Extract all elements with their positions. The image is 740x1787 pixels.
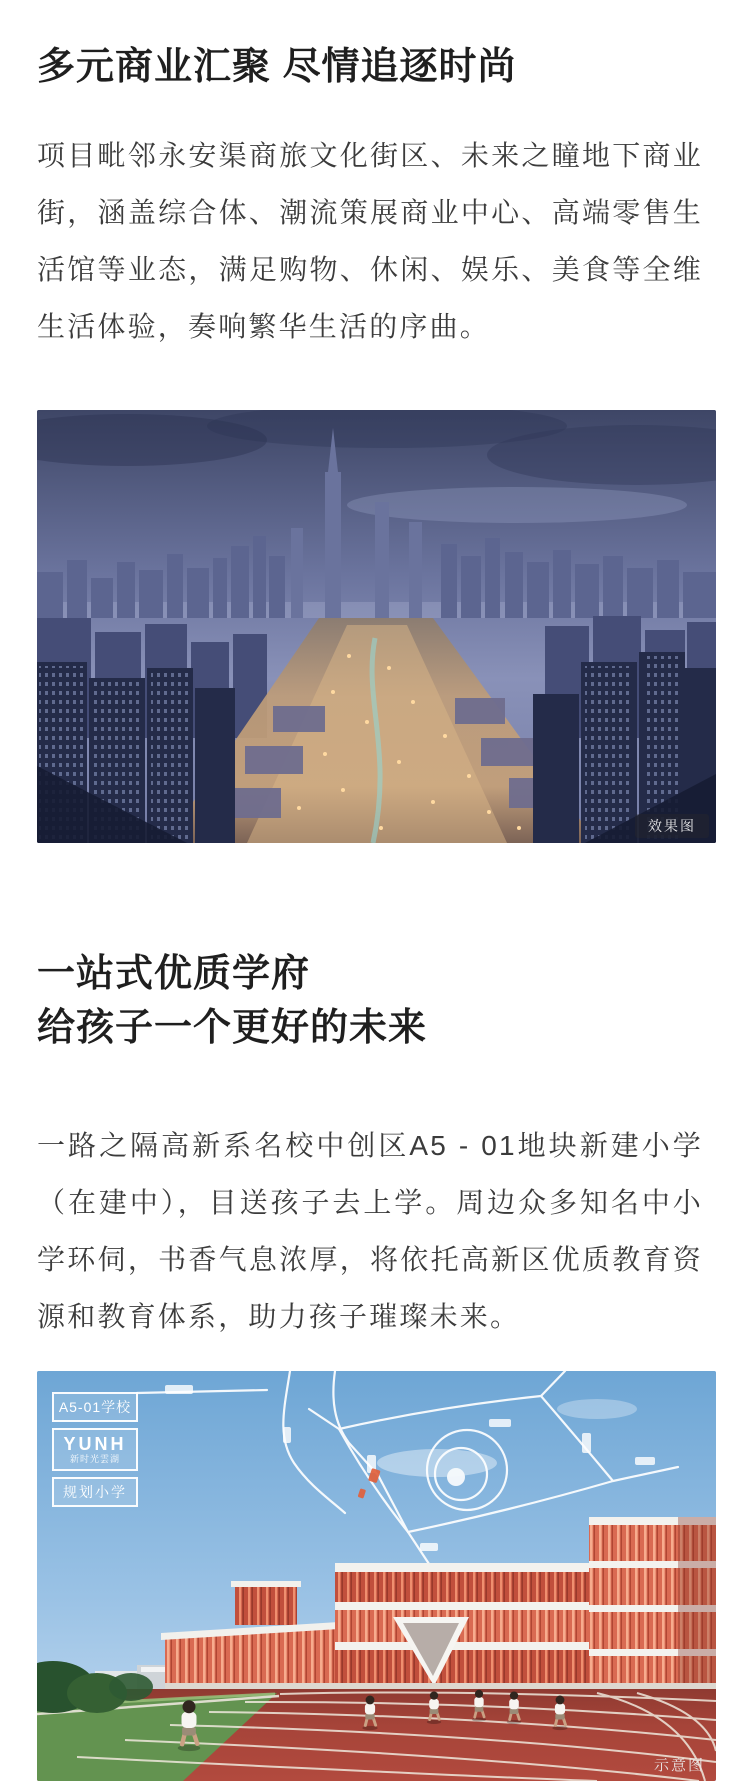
city-render-image[interactable] — [37, 410, 716, 843]
map-eye-center — [447, 1468, 465, 1486]
city-image-watermark: 效果图 — [648, 818, 696, 834]
school-render-image[interactable] — [37, 1371, 716, 1781]
school-render-svg — [37, 1371, 716, 1781]
education-heading-line2: 给孩子一个更好的未来 — [37, 1007, 428, 1049]
school-image-watermark: 示意图 — [653, 1757, 705, 1774]
commercial-section — [37, 40, 703, 843]
education-heading-line1: 一站式优质学府 — [37, 953, 311, 995]
article-page — [0, 40, 740, 1785]
map-label-project — [52, 1428, 138, 1471]
education-section — [37, 947, 703, 1781]
education-heading — [37, 947, 703, 1055]
commercial-paragraph: 项目毗邻永安渠商旅文化街区、未来之瞳地下商业街，涵盖综合体、潮流策展商业中心、高端零售生活馆等业态，满足购物、休闲、娱乐、美食等全维生活体验，奏响繁华生活的序曲。 — [37, 140, 703, 342]
education-paragraph: 一路之隔高新系名校中创区A5 - 01地块新建小学（在建中），目送孩子去上学。周边众多知名中小学环伺，书香气息浓厚，将依托高新区优质教育资源和教育体系，助力孩子璀璨未来。 — [37, 1130, 703, 1332]
commercial-heading: 多元商业汇聚 尽情追逐时尚 — [37, 46, 517, 88]
city-render-svg — [37, 410, 716, 843]
project-subtext: 新时光雲湖 — [69, 1453, 120, 1464]
map-label-planned-school: 规划小学 — [52, 1477, 138, 1507]
map-label-a5-school: A5-01学校 — [52, 1392, 138, 1422]
project-logo-text: YUNH — [63, 1433, 127, 1454]
